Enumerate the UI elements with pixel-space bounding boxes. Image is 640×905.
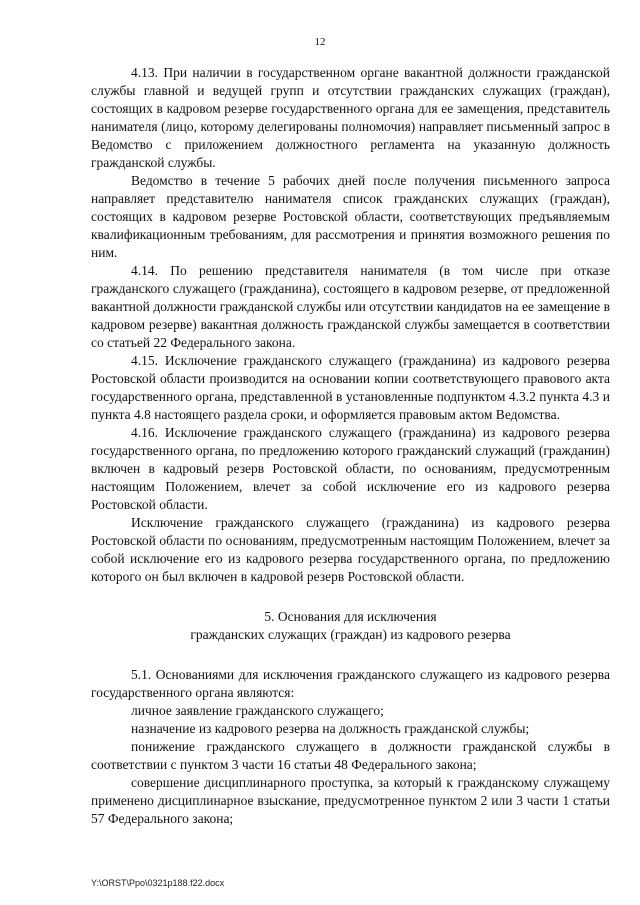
paragraph-4-16: 4.16. Исключение гражданского служащего (гражданина) из кадрового резерва государственного органа, по предложению которого гражданский служащий (гражданин) включен в кадровый резерв Ростовской области, по основаниям, предусмотренным настоящим Положением, влечет за собой исключение его из кадрового резерва Ростовской области. [91,425,610,512]
section-5-title-line2: гражданских служащих (граждан) из кадрового резерва [190,627,511,642]
section-5-heading [91,608,610,644]
paragraph-4-16-continued: Исключение гражданского служащего (гражданина) из кадрового резерва Ростовской области по основаниям, предусмотренным настоящим Положением, влечет за собой исключение его из кадрового резерва государственного органа, по предложению которого он был включен в кадровой резерв Ростовской области. [91,515,610,584]
paragraph-4-13-continued: Ведомство в течение 5 рабочих дней после получения письменного запроса направляет представителю нанимателя список гражданских служащих (граждан), состоящих в кадровом резерве Ростовской области, соответствующих предъявляемым квалификационным требованиям, для рассмотрения и принятия возможного решения по ним. [91,173,610,260]
file-path-footer: Y:\ORST\Ppo\0321p188.f22.docx [91,878,225,888]
list-item: личное заявление гражданского служащего; [131,703,384,718]
paragraph-5-1: 5.1. Основаниями для исключения гражданского служащего из кадрового резерва государственного органа являются: [91,667,610,700]
list-item: совершение дисциплинарного проступка, за который к гражданскому служащему применено дисциплинарное взыскание, предусмотренное пунктом 2 или 3 части 1 статьи 57 Федерального закона; [91,775,610,826]
section-5-title-line1: 5. Основания для исключения [264,609,437,624]
paragraph-4-15: 4.15. Исключение гражданского служащего (гражданина) из кадрового резерва Ростовской области производится на основании копии соответствующего правового акта государственного органа, представленной в установленные подпунктом 4.3.2 пункта 4.3 и пункта 4.8 настоящего раздела сроки, и оформляется правовым актом Ведомства. [91,353,610,422]
list-item: назначение из кадрового резерва на должность гражданской службы; [131,721,530,736]
document-body [91,64,610,828]
page-number: 12 [314,36,326,48]
list-item: понижение гражданского служащего в должности гражданской службы в соответствии с пунктом 3 части 16 статьи 48 Федерального закона; [91,739,610,772]
paragraph-4-13: 4.13. При наличии в государственном органе вакантной должности гражданской службы главной и ведущей групп и отсутствии гражданских служащих (граждан), состоящих в кадровом резерве государственного органа для ее замещения, представитель нанимателя (лицо, которому делегированы полномочия) направляет письменный запрос в Ведомство с приложением должностного регламента на указанную должность гражданской службы. [91,65,610,170]
paragraph-4-14: 4.14. По решению представителя нанимателя (в том числе при отказе гражданского служащего (гражданина), состоящего в кадровом резерве, от предложенной вакантной должности гражданской службы или отсутствии кандидатов на ее замещение в кадровом резерве) вакантная должность гражданской службы замещается в соответствии со статьей 22 Федерального закона. [91,263,610,350]
